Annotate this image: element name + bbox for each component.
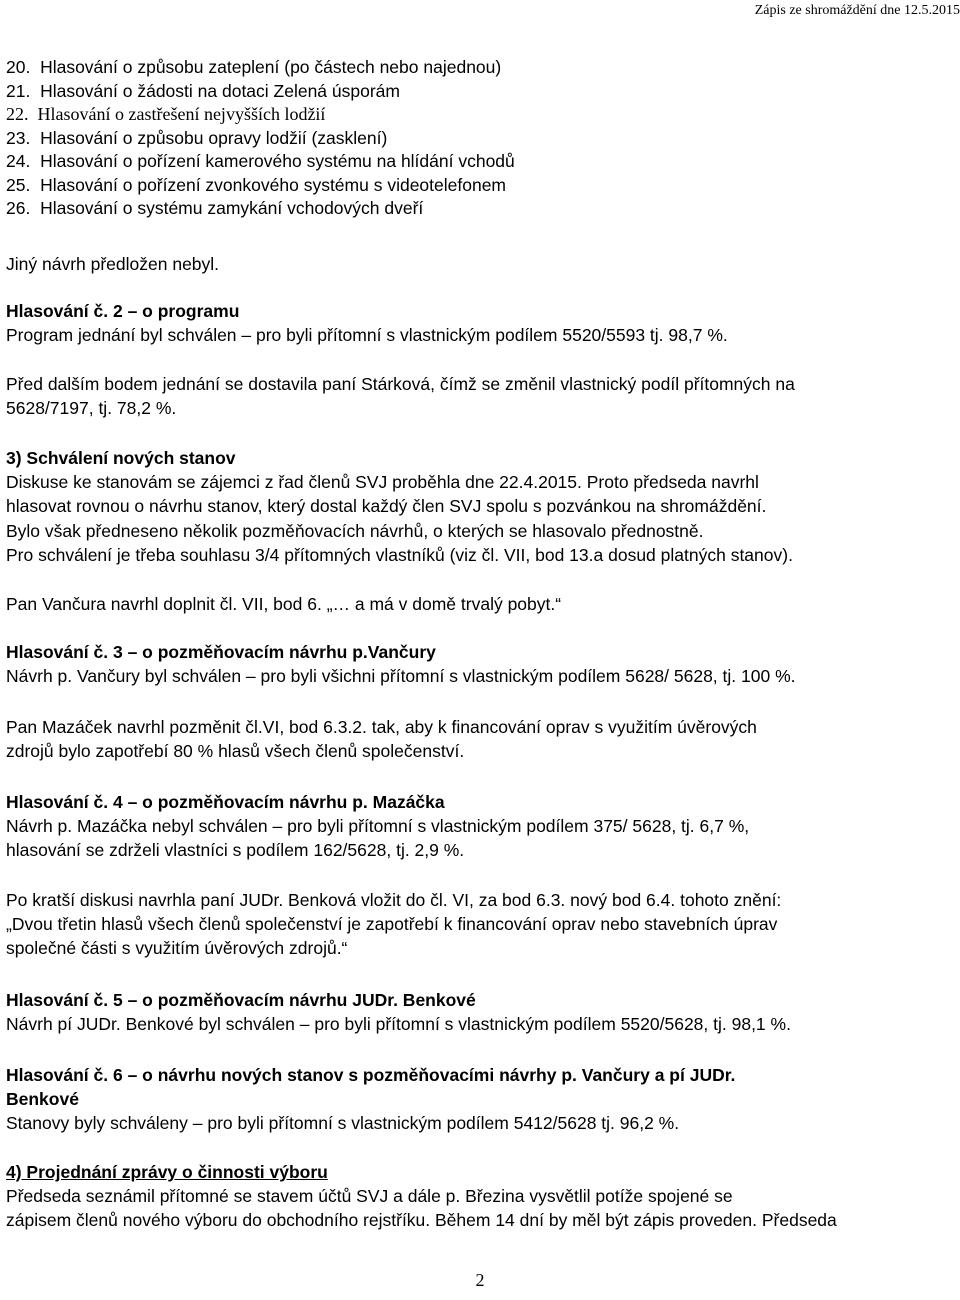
vancura-proposal: Pan Vančura navrhl doplnit čl. VII, bod 6. „… a má v domě trvalý pobyt.“ [6,594,562,614]
vote-3-result: Návrh p. Vančury byl schválen – pro byli všichni přítomní s vlastnickým podílem 5628/ 5628, tj. 100 %. [6,666,796,687]
paragraph-line: Diskuse ke stanovám se zájemci z řad členů SVJ proběhla dne 22.4.2015. Proto předseda navrhl [6,472,759,493]
vote-4-heading: Hlasování č. 4 – o pozměňovacím návrhu p. Mazáčka [6,792,445,812]
section-4-heading: 4) Projednání zprávy o činnosti výboru [6,1162,328,1182]
vote-5-result: Návrh pí JUDr. Benkové byl schválen – pro byli přítomní s vlastnickým podílem 5520/5628, tj. 98,1 %. [6,1014,791,1035]
list-item: 24. Hlasování o pořízení kamerového systému na hlídání vchodů [6,151,515,171]
vote-6-result: Stanovy byly schváleny – pro byli přítomní s vlastnickým podílem 5412/5628 tj. 96,2 %. [6,1113,680,1134]
section-4: 4) Projednání zprávy o činnosti výboru Předseda seznámil přítomné se stavem účtů SVJ a dále p. Březina vysvětlil potíže spojené se zápisem členů nového výboru do obchodního rejstříku. Během 14 dní by měl být zápis proveden. Předseda [6,1160,954,1233]
paragraph-line: hlasovat rovnou o návrhu stanov, který dostal každý člen SVJ spolu s pozvánkou na shromáždění. [6,496,767,517]
vote-5-block [6,988,954,1036]
paragraph-line: Bylo však předneseno několik pozměňovacích návrhů, o kterých se hlasovalo přednostně. [6,520,704,541]
list-item: 23. Hlasování o způsobu opravy lodžií (zasklení) [6,127,388,148]
list-item: 21. Hlasování o žádosti na dotaci Zelená úsporám [6,80,400,101]
no-other-proposal: Jiný návrh předložen nebyl. [6,254,220,274]
section-3 [6,446,954,567]
vote-6-heading-cont: Benkové [6,1089,79,1110]
section-3-heading: 3) Schválení nových stanov [6,448,236,468]
voting-items-list [6,56,946,221]
benkova-proposal: Po kratší diskusi navrhla paní JUDr. Benková vložit do čl. VI, za bod 6.3. nový bod 6.4. tohoto znění: „Dvou třetin hlasů všech členů společenství je zapotřebí k financování oprav nebo stavebních úprav společné části s využitím úvěrových zdrojů.“ [6,890,782,959]
arrival-note: Před dalším bodem jednání se dostavila paní Stárková, čímž se změnil vlastnický podíl přítomných na 5628/7197, tj. 78,2 %. [6,374,795,419]
paragraph-line: Pro schválení je třeba souhlasu 3/4 přítomných vlastníků (viz čl. VII, bod 13.a dosud platných stanov). [6,544,793,565]
list-item: 20. Hlasování o způsobu zateplení (po částech nebo najednou) [6,57,502,77]
list-item: 26. Hlasování o systému zamykání vchodových dveří [6,198,424,218]
vote-4-block: Hlasování č. 4 – o pozměňovacím návrhu p. Mazáčka Návrh p. Mazáčka nebyl schválen – pro byli přítomní s vlastnickým podílem 375/ 5628, tj. 6,7 %, hlasování se zdrželi vlastníci s podílem 162/5628, tj. 2,9 %. [6,790,954,863]
vote-2-result: Program jednání byl schválen – pro byli přítomní s vlastnickým podílem 5520/5593 tj. 98,7 %. [6,325,728,346]
vote-2-block [6,299,954,347]
page-number: 2 [475,1270,485,1290]
vote-6-block [6,1063,954,1136]
vote-5-heading: Hlasování č. 5 – o pozměňovacím návrhu JUDr. Benkové [6,990,476,1010]
mazacek-proposal: Pan Mazáček navrhl pozměnit čl.VI, bod 6.3.2. tak, aby k financování oprav s využitím úvěrových zdrojů bylo zapotřebí 80 % hlasů všech členů společenství. [6,717,757,762]
vote-6-heading: Hlasování č. 6 – o návrhu nových stanov s pozměňovacími návrhy p. Vančury a pí JUDr. [6,1065,736,1085]
page-header: Zápis ze shromáždění dne 12.5.2015 [754,3,960,18]
list-item: 22. Hlasování o zastřešení nejvyšších lodžií [6,104,326,124]
vote-3-block [6,640,954,688]
vote-3-heading: Hlasování č. 3 – o pozměňovacím návrhu p.Vančury [6,642,436,662]
list-item: 25. Hlasování o pořízení zvonkového systému s videotelefonem [6,174,507,195]
vote-2-heading: Hlasování č. 2 – o programu [6,301,240,321]
